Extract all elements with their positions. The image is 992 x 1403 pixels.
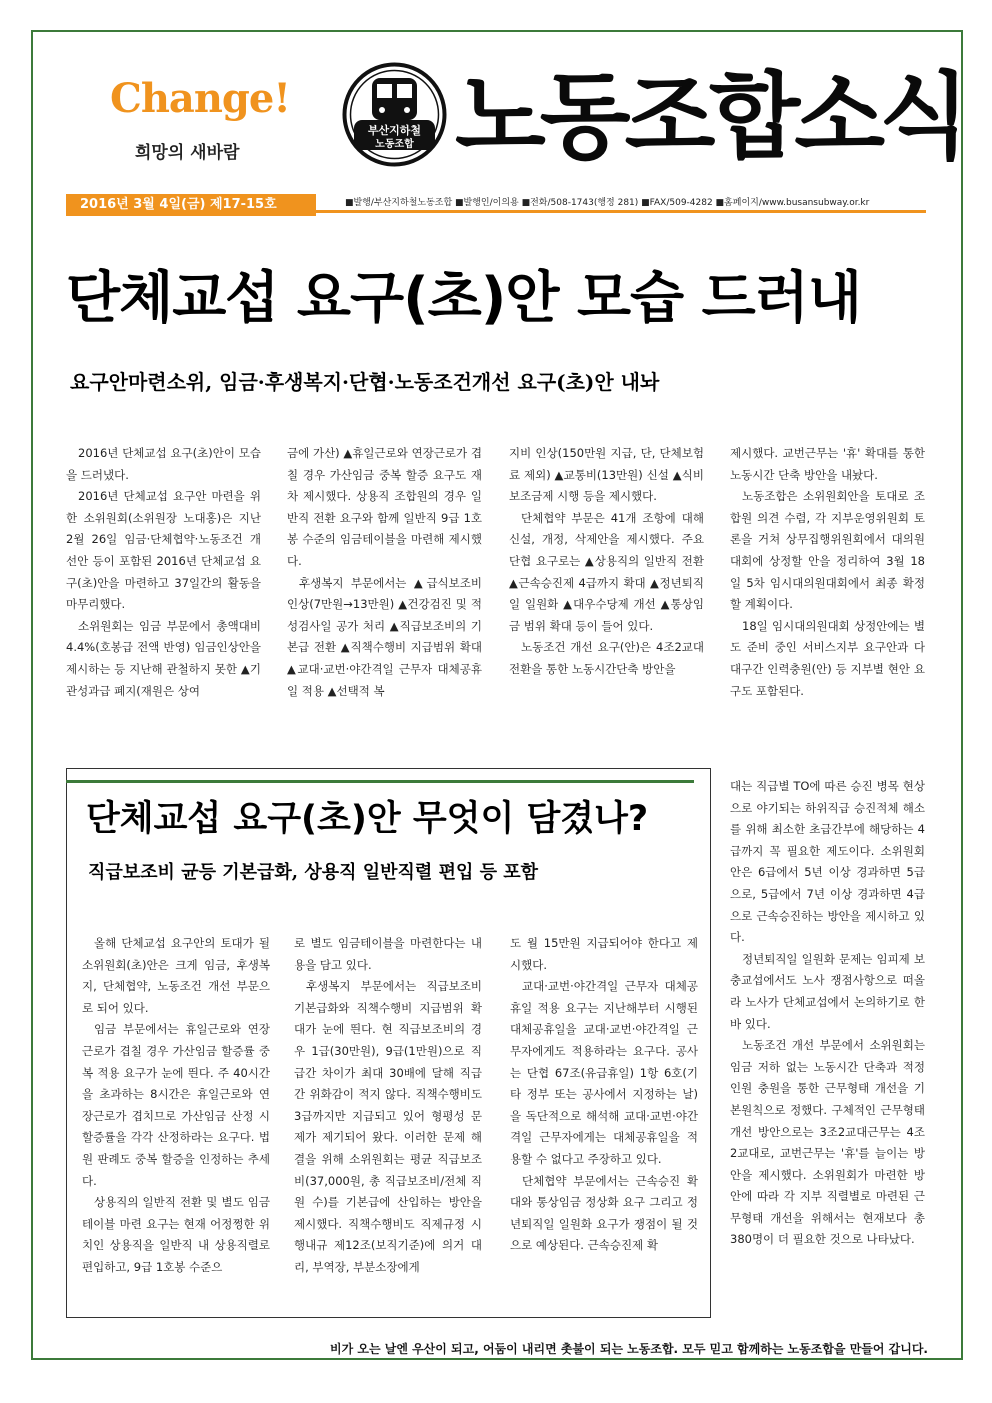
union-emblem-icon: [342, 62, 447, 167]
article2-headline: 단체교섭 요구(초)안 무엇이 담겼나?: [86, 799, 649, 839]
paragraph: 노동조건 개선 부문에서 소위원회는 임금 저하 없는 노동시간 단축과 적정인원 충원을 통한 근무형태 개선을 기본원칙으로 정했다. 구체적인 근무형태 개선 방안으로는 3조2교대근무는 4조2교대로, 교번근무는 '휴'를 늘이는 방안을 제시했다. 소위원회가 마련한 방안에 따라 각 지부 직렬별로 마련된 근무형태 개선을 위해서는 현재보다 총 380명이 더 필요한 것으로 나타났다.: [730, 1038, 925, 1247]
main-headline: 단체교섭 요구(초)안 모습 드러내: [66, 266, 861, 331]
paragraph: 2016년 단체교섭 요구안 마련을 위한 소위원회(소위원장 노대홍)은 지난 2월 26일 임금·단체협약·노동조건 개선안 등이 포함된 2016년 단체교섭 요구(초)안을 마련하고 37일간의 활동을 마무리했다.: [66, 489, 261, 612]
paragraph: 임금 부문에서는 휴일근로와 연장근로가 겹칠 경우 가산임금 할증률 중복 적용 요구가 눈에 띈다. 주 40시간을 초과하는 8시간은 휴일근로와 연장근로가 겹치므로 가산임금 산정 시 할증률을 각각 산정하라는 요구다. 법원 판례도 중복 할증을 인정하는 추세다.: [82, 1022, 270, 1188]
paragraph: 후생복지 부문에서는 직급보조비 기본급화와 직책수행비 지급범위 확대가 눈에 띈다. 현 직급보조비의 경우 1급(30만원), 9급(1만원)으로 직급간 차이가 최대 30배에 달해 직급간 위화감이 적지 않다. 직책수행비도 3급까지만 지급되고 있어 형평성 문제가 제기되어 왔다. 이러한 문제 해결을 위해 소위원회는 평균 직급보조비(37,000원, 총 직급보조비/전체 직원 수)를 기본급에 산입하는 방안을 제시했다. 직책수행비도 직제규정 시행내규 제12조(보직기준)에 의거 대리, 부역장, 부분소장에게: [294, 979, 482, 1274]
emblem-text-2: 노동조합: [375, 139, 414, 150]
paragraph: 상용직의 일반직 전환 및 별도 임금테이블 마련 요구는 현재 어정쩡한 위치인 상용직을 일반직 내 상용직렬로 편입하고, 9급 1호봉 수준으: [82, 1195, 270, 1274]
paragraph: 제시했다. 교번근무는 '휴' 확대를 통한 노동시간 단축 방안을 내놨다.: [730, 446, 925, 482]
masthead-title: 노동조합소식: [455, 62, 964, 172]
paragraph: 단체협약 부문은 41개 조항에 대해 신설, 개정, 삭제안을 제시했다. 주요 단협 요구로는 ▲상용직의 일반직 전환 ▲근속승진제 4급까지 확대 ▲정년퇴직일 일원화 ▲대우수당제 개선 ▲통상임금 범위 확대 등이 들어 있다.: [509, 510, 704, 633]
article1-column-4: [730, 443, 925, 702]
tagline: 희망의 새바람: [135, 143, 240, 163]
paragraph: 소위원회는 임금 부문에서 총액대비 4.4%(호봉급 전액 반영) 임금인상안을 제시하는 등 지난해 관철하지 못한 ▲기관성과급 폐지(재원은 상여: [66, 618, 261, 698]
paragraph: 금에 가산) ▲휴일근로와 연장근로가 겹칠 경우 가산임금 중복 할증 요구도 재차 제시했다. 상용직 조합원의 경우 일반직 전환 요구와 함께 일반직 9급 1호봉 수준의 임금테이블을 마련해 제시했다.: [287, 446, 482, 568]
issue-date: 2016년 3월 4일(금) 제17-15호: [66, 194, 316, 216]
paragraph: 2016년 단체교섭 요구(초)안이 모습을 드러냈다.: [66, 446, 261, 482]
article1-column-1: [66, 443, 261, 702]
paragraph: 18일 임시대의원대회 상정안에는 별도 준비 중인 서비스지부 요구안과 다대구간 인력충원(안) 등 지부별 현안 요구도 포함된다.: [730, 618, 925, 698]
article2-column-4: [730, 776, 925, 1251]
info-line: [316, 210, 926, 213]
paragraph: 도 월 15만원 지급되어야 한다고 제시했다.: [510, 936, 698, 972]
paragraph: 로 별도 임금테이블을 마련한다는 내용을 담고 있다.: [294, 936, 482, 972]
article2-column-2: [294, 933, 482, 1279]
paragraph: 후생복지 부문에서는 ▲급식보조비 인상(7만원→13만원) ▲건강검진 및 적성검사일 공가 처리 ▲직급보조비의 기본급 전환 ▲직책수행비 지급범위 확대 ▲교대·교번·야간격일 근무자 대체공휴일 적용 ▲선택적 복: [287, 575, 482, 698]
article1-column-2: [287, 443, 482, 702]
publisher-info: ■발행/부산지하철노동조합 ■발행인/이의용 ■전화/508-1743(행정 281) ■FAX/509-4282 ■홈페이지/www.busansubway.or.kr: [345, 198, 870, 208]
article2-column-1: [82, 933, 270, 1279]
change-logo: Change!: [110, 75, 290, 122]
paragraph: 노동조합은 소위원회안을 토대로 조합원 의견 수렴, 각 지부운영위원회 토론을 거쳐 상무집행위원회에서 대의원대회에 상정할 안을 정리하여 3월 18일 5차 임시대의원대회에서 최종 확정할 계획이다.: [730, 489, 925, 612]
article1-column-3: [509, 443, 704, 681]
article2-column-3: [510, 933, 698, 1257]
main-subhead: 요구안마련소위, 임금·후생복지·단협·노동조건개선 요구(초)안 내놔: [70, 370, 660, 394]
article2-subhead: 직급보조비 균등 기본급화, 상용직 일반직렬 편입 등 포함: [88, 862, 539, 883]
paragraph: 대는 직급별 TO에 따른 승진 병목 현상으로 야기되는 하위직급 승진적체 해소를 위해 최소한 초급간부에 해당하는 4급까지 꼭 필요한 제도이다. 소위원회안은 6급에서 5년 이상 경과하면 5급으로, 5급에서 7년 이상 경과하면 4급으로 근속승진하는 방안을 제시하고 있다.: [730, 779, 925, 945]
paragraph: 단체협약 부문에서는 근속승진 확대와 통상임금 정상화 요구 그리고 정년퇴직일 일원화 요구가 쟁점이 될 것으로 예상된다. 근속승진제 확: [510, 1173, 698, 1253]
paragraph: 올해 단체교섭 요구안의 토대가 될 소위원회(초)안은 크게 임금, 후생복지, 단체협약, 노동조건 개선 부문으로 되어 있다.: [82, 936, 270, 1015]
paragraph: 교대·교번·야간격일 근무자 대체공휴일 적용 요구는 지난해부터 시행된 대체공휴일을 교대·교번·야간격일 근무자에게도 적용하라는 요구다. 공사는 단협 67조(유급휴일) 1항 6호(기타 정부 또는 공사에서 지정하는 날)을 독단적으로 해석해 교대·교번·야간격일 근무자에게는 대체공휴일을 적용할 수 없다고 주장하고 있다.: [510, 979, 698, 1166]
emblem-text-1: 부산지하철: [367, 124, 422, 137]
paragraph: 지비 인상(150만원 지급, 단, 단체보험료 제외) ▲교통비(13만원) 신설 ▲식비보조금제 시행 등을 제시했다.: [509, 446, 704, 504]
paragraph: 노동조건 개선 요구(안)은 4조2교대 전환을 통한 노동시간단축 방안을: [509, 640, 704, 676]
footer-slogan: 비가 오는 날엔 우산이 되고, 어둠이 내리면 촛불이 되는 노동조합. 모두 믿고 함께하는 노동조합을 만들어 갑니다.: [330, 1342, 928, 1356]
paragraph: 정년퇴직일 일원화 문제는 임피제 보충교섭에서도 노사 쟁점사항으로 떠올라 노사가 단체교섭에서 논의하기로 한 바 있다.: [730, 951, 925, 1031]
article2-rule: [66, 780, 694, 783]
